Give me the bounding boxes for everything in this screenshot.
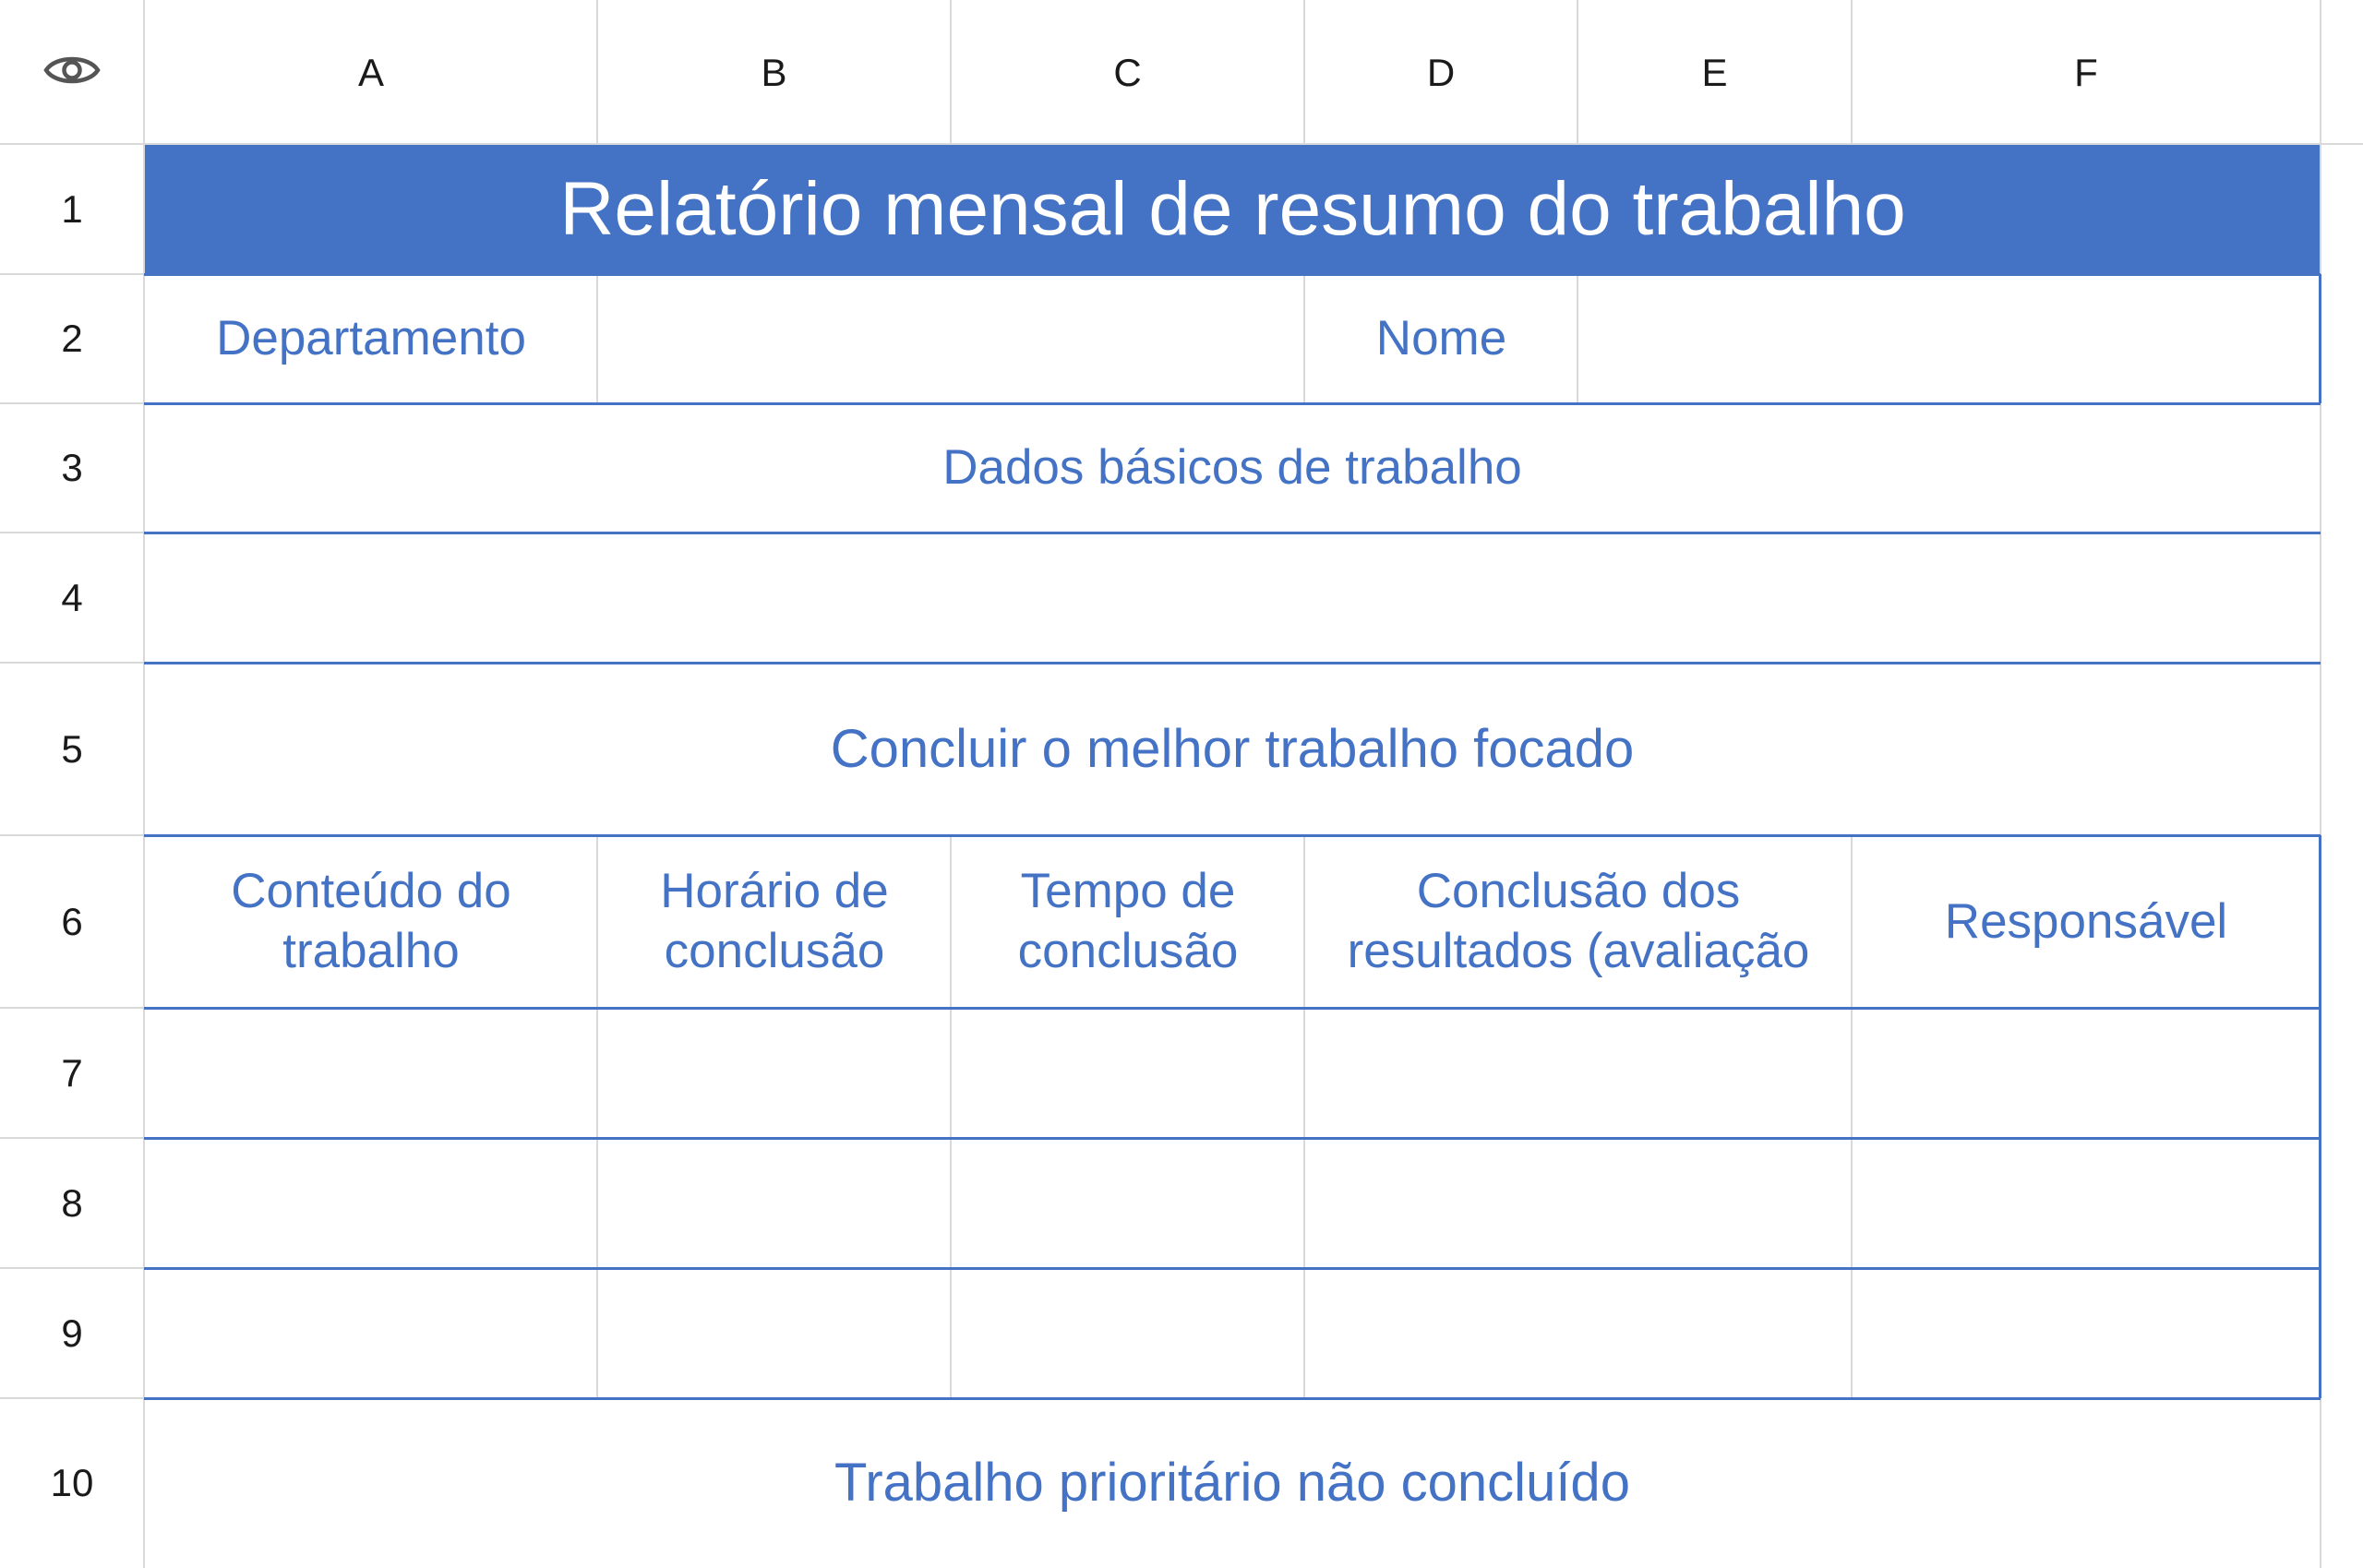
pending-heading-cell[interactable]: Trabalho prioritário não concluído <box>145 1399 2320 1568</box>
header-cell-completion-duration[interactable]: Tempo de conclusão <box>952 836 1304 1008</box>
gridline <box>0 273 144 275</box>
row-header-1[interactable]: 1 <box>0 145 144 274</box>
department-label-cell[interactable]: Departamento <box>145 275 597 403</box>
header-cell-results[interactable]: Conclusão dos resultados (avaliação <box>1305 836 1852 1008</box>
gridline <box>0 1007 144 1009</box>
gridline <box>950 0 952 145</box>
table-cell[interactable] <box>1853 1269 2320 1398</box>
cell-border <box>2319 835 2321 1398</box>
gridline <box>596 0 598 145</box>
gridline <box>0 402 144 404</box>
cell-border <box>144 1137 2321 1140</box>
gridline <box>1851 835 1853 1008</box>
gridline <box>1303 274 1305 403</box>
row-header-3[interactable]: 3 <box>0 403 144 533</box>
column-header-b[interactable]: B <box>597 0 951 145</box>
row-header-4[interactable]: 4 <box>0 533 144 663</box>
row-header-2[interactable]: 2 <box>0 274 144 403</box>
basic-data-heading-cell[interactable]: Dados básicos de trabalho <box>145 404 2320 533</box>
cell-border <box>144 662 2321 664</box>
column-header-a[interactable]: A <box>145 0 597 145</box>
name-value-cell[interactable] <box>1578 275 2320 403</box>
gridline <box>0 1397 144 1399</box>
table-cell[interactable] <box>145 1009 597 1138</box>
gridline <box>0 532 144 533</box>
cell-border <box>144 532 2321 534</box>
completed-heading-cell[interactable]: Concluir o melhor trabalho focado <box>145 664 2320 835</box>
header-cell-completion-time[interactable]: Horário de conclusão <box>598 836 951 1008</box>
table-cell[interactable] <box>952 1139 1304 1268</box>
cell-border <box>144 273 2321 276</box>
gridline <box>1303 0 1305 145</box>
table-cell[interactable] <box>1305 1009 1852 1138</box>
gridline <box>1851 0 1853 145</box>
eye-icon[interactable] <box>43 52 101 93</box>
gridline <box>596 274 598 403</box>
table-cell[interactable] <box>1305 1269 1852 1398</box>
cell-border <box>144 1267 2321 1270</box>
cell-border <box>144 1397 2321 1400</box>
header-cell-responsible[interactable]: Responsável <box>1853 836 2320 1008</box>
gridline <box>1851 1008 1853 1398</box>
gridline <box>950 835 952 1398</box>
table-cell[interactable] <box>145 1139 597 1268</box>
gridline <box>1577 0 1578 145</box>
row-header-5[interactable]: 5 <box>0 663 144 835</box>
column-header-d[interactable]: D <box>1304 0 1577 145</box>
header-cell-work-content[interactable]: Conteúdo do trabalho <box>145 836 597 1008</box>
row-header-7[interactable]: 7 <box>0 1008 144 1138</box>
row-header-9[interactable]: 9 <box>0 1268 144 1398</box>
cell-border <box>144 834 2321 837</box>
gridline <box>596 835 598 1008</box>
table-cell[interactable] <box>598 1139 951 1268</box>
gridline <box>0 834 144 836</box>
table-cell[interactable] <box>1853 1139 2320 1268</box>
column-header-e[interactable]: E <box>1577 0 1852 145</box>
column-header-f[interactable]: F <box>1852 0 2321 145</box>
table-cell[interactable] <box>1853 1009 2320 1138</box>
cell-border <box>144 402 2321 405</box>
select-all-corner[interactable] <box>0 0 144 145</box>
row-header-6[interactable]: 6 <box>0 835 144 1008</box>
gridline <box>0 662 144 664</box>
row-header-10[interactable]: 10 <box>0 1398 144 1568</box>
table-cell[interactable] <box>598 1009 951 1138</box>
gridline <box>0 1267 144 1269</box>
gridline <box>596 1008 598 1398</box>
report-title-cell[interactable]: Relatório mensal de resumo do trabalho <box>145 145 2321 274</box>
table-cell[interactable] <box>1305 1139 1852 1268</box>
table-cell[interactable] <box>952 1269 1304 1398</box>
department-value-cell[interactable] <box>598 275 1304 403</box>
cell-border <box>2319 274 2321 403</box>
table-cell[interactable] <box>598 1269 951 1398</box>
column-header-c[interactable]: C <box>951 0 1304 145</box>
table-cell[interactable] <box>952 1009 1304 1138</box>
cell-border <box>144 1007 2321 1010</box>
gridline <box>143 0 145 1568</box>
gridline <box>1303 1008 1305 1398</box>
basic-data-value-cell[interactable] <box>145 533 2320 663</box>
gridline <box>0 1137 144 1139</box>
gridline <box>1577 274 1578 403</box>
row-header-8[interactable]: 8 <box>0 1138 144 1268</box>
gridline <box>0 143 2363 145</box>
table-cell[interactable] <box>145 1269 597 1398</box>
gridline <box>1303 835 1305 1008</box>
name-label-cell[interactable]: Nome <box>1305 275 1577 403</box>
